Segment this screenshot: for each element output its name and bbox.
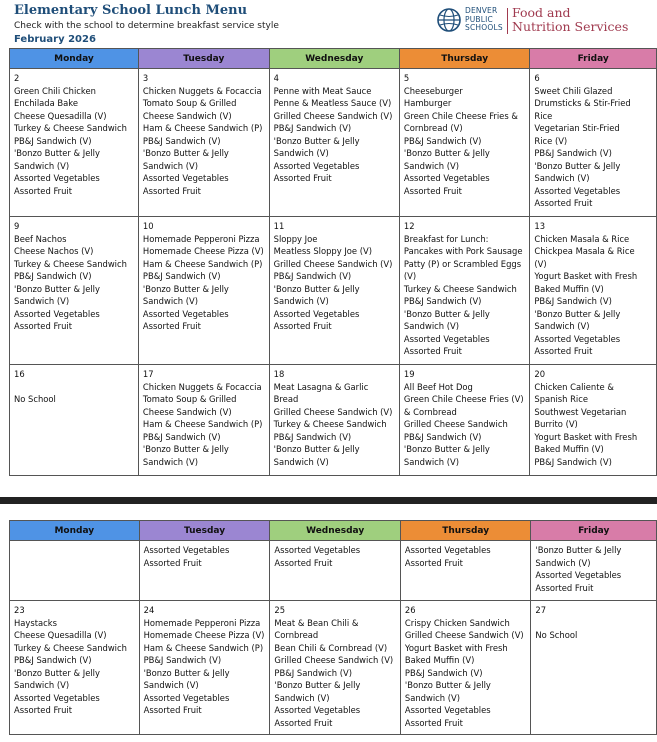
menu-item: PB&J Sandwich (V) (403, 431, 482, 442)
menu-item: Assorted Vegetables (14, 173, 100, 183)
menu-item: (V) (403, 271, 417, 281)
menu-item: Assorted Fruit (14, 321, 73, 331)
week-row (10, 541, 657, 601)
week-row (10, 601, 657, 735)
day-cell-tuesday (138, 365, 269, 476)
calendar-block-2 (9, 520, 657, 735)
menu-item: Crispy Chicken Sandwich (404, 617, 510, 628)
day-cell-monday (10, 365, 139, 476)
menu-item: Cheese Sandwich (V) (142, 406, 232, 417)
menu-item: Sandwich (V) (273, 148, 329, 158)
menu-item: Tomato Soup & Grilled (142, 394, 237, 404)
day-cell-friday (531, 601, 657, 735)
menu-item: Bread (273, 394, 299, 404)
menu-item: No School (535, 629, 578, 640)
menu-item: Penne with Meat Sauce (273, 85, 372, 96)
week-row (10, 217, 657, 365)
menu-item: Assorted Vegetables (403, 333, 490, 344)
menu-item: Sandwich (V) (535, 557, 591, 568)
day-cell-tuesday (138, 217, 269, 365)
menu-item: Sandwich (V) (273, 296, 329, 306)
menu-item: Assorted Fruit (274, 557, 333, 568)
day-cell-tuesday (139, 541, 270, 601)
dps-line-2: PUBLIC (465, 14, 493, 24)
menu-item: Sandwich (V) (404, 692, 461, 703)
day-cell-monday (10, 541, 140, 601)
day-number: 10 (142, 221, 154, 231)
dps-wordmark (465, 7, 503, 33)
menu-item: Assorted Fruit (273, 321, 332, 331)
menu-item: 'Bonzo Butter & Jelly (273, 283, 360, 294)
menu-item: Beef Nachos (14, 233, 67, 244)
header-friday: Friday (531, 521, 657, 541)
menu-item: Assorted Vegetables (534, 333, 621, 344)
menu-item: Assorted Fruit (143, 557, 202, 568)
menu-item: 'Bonzo Butter & Jelly (404, 680, 491, 690)
menu-item: PB&J Sandwich (V) (14, 271, 92, 281)
menu-item: Assorted Vegetables (274, 545, 361, 555)
menu-item: Chickpea Masala & Rice (534, 246, 635, 256)
menu-item: Assorted Vegetables (535, 570, 622, 580)
menu-item: Ham & Cheese Sandwich (P) (142, 419, 263, 429)
day-cell-thursday (400, 601, 531, 735)
month-label: February 2026 (14, 34, 96, 45)
day-number: 18 (273, 369, 285, 379)
menu-item: Green Chile Cheese Fries & (403, 110, 518, 121)
day-cell-wednesday (270, 601, 401, 735)
calendar-block-1 (9, 48, 657, 476)
menu-item: Assorted Fruit (14, 705, 73, 715)
menu-item: 'Bonzo Butter & Jelly (403, 444, 490, 454)
menu-item: Sandwich (V) (534, 173, 590, 183)
menu-item: Assorted Vegetables (273, 160, 360, 171)
menu-item: 'Bonzo Butter & Jelly (535, 545, 622, 555)
header-thursday: Thursday (400, 521, 531, 541)
menu-item: 'Bonzo Butter & Jelly (274, 680, 361, 690)
day-cell-thursday (399, 217, 529, 365)
menu-item: PB&J Sandwich (V) (534, 148, 612, 158)
menu-item: 'Bonzo Butter & Jelly (403, 308, 490, 319)
day-number: 6 (534, 73, 540, 83)
day-number: 11 (273, 221, 285, 231)
menu-item: Sandwich (V) (403, 456, 459, 467)
menu-item: 'Bonzo Butter & Jelly (534, 308, 621, 319)
menu-item: Spanish Rice (534, 394, 589, 404)
day-number: 13 (534, 221, 546, 231)
menu-item: Homemade Cheese Pizza (V) (142, 246, 264, 256)
menu-item: Yogurt Basket with Fresh (534, 431, 638, 442)
menu-item: PB&J Sandwich (V) (403, 296, 482, 306)
menu-item: Sandwich (V) (273, 456, 329, 467)
menu-item: Baked Muffin (V) (404, 655, 475, 665)
logo-divider (507, 8, 508, 34)
menu-item: Vegetarian Stir-Fried (534, 123, 620, 133)
day-number: 3 (142, 73, 149, 83)
menu-item: PB&J Sandwich (V) (273, 431, 352, 442)
menu-item: Assorted Vegetables (534, 185, 621, 196)
menu-item: Assorted Fruit (143, 705, 202, 715)
menu-item: 'Bonzo Butter & Jelly (14, 283, 100, 294)
menu-item: Cheese Quesadilla (V) (14, 630, 107, 640)
menu-item: Grilled Cheese Sandwich (V) (273, 406, 393, 417)
menu-item: Assorted Fruit (404, 557, 463, 568)
menu-item: Sandwich (V) (14, 680, 70, 690)
page-title: Elementary School Lunch Menu (14, 3, 248, 18)
menu-item: PB&J Sandwich (V) (273, 123, 352, 133)
day-number: 5 (403, 73, 410, 83)
menu-item: Sandwich (V) (142, 456, 199, 467)
menu-item: PB&J Sandwich (V) (534, 296, 612, 306)
header-monday: Monday (10, 521, 140, 541)
day-number: 9 (14, 221, 20, 231)
menu-item: Yogurt Basket with Fresh (404, 642, 508, 653)
menu-item: Sandwich (V) (14, 160, 70, 171)
menu-item: Assorted Fruit (274, 717, 333, 728)
menu-item: Sandwich (V) (142, 160, 199, 171)
menu-item: Chicken Caliente & (534, 381, 614, 392)
menu-item: Assorted Vegetables (404, 705, 491, 715)
menu-item: Homemade Pepperoni Pizza (143, 617, 261, 628)
menu-item: Penne & Meatless Sauce (V) (273, 98, 392, 108)
menu-item: Assorted Fruit (14, 185, 73, 196)
page-subtitle: Check with the school to determine breakfast service style (14, 21, 279, 31)
dps-globe-icon (437, 8, 461, 32)
dps-line-1: DENVER (465, 6, 498, 15)
day-number: 20 (534, 369, 546, 379)
day-cell-thursday (399, 69, 529, 217)
menu-item: Assorted Fruit (404, 717, 463, 728)
header-monday: Monday (10, 49, 139, 69)
menu-item: Assorted Vegetables (143, 692, 230, 703)
menu-item: PB&J Sandwich (V) (403, 135, 482, 146)
dps-line-3: SCHOOLS (465, 23, 503, 32)
menu-item: Bean Chili & Cornbread (V) (274, 642, 388, 653)
day-number: 16 (14, 369, 25, 379)
menu-item: Turkey & Cheese Sandwich (403, 283, 517, 294)
menu-item: Hamburger (403, 98, 452, 108)
menu-item: Assorted Vegetables (14, 308, 100, 319)
dps-fns-logo (437, 6, 647, 36)
menu-item: Assorted Fruit (403, 185, 462, 196)
day-number: 12 (403, 221, 415, 231)
menu-item: Meatless Sloppy Joe (V) (273, 246, 373, 256)
fns-line-2: Nutrition Services (512, 19, 629, 34)
menu-item: Haystacks (14, 617, 57, 628)
week-row (10, 69, 657, 217)
menu-item: PB&J Sandwich (V) (142, 431, 221, 442)
menu-item: PB&J Sandwich (V) (142, 271, 221, 281)
menu-item: PB&J Sandwich (V) (274, 667, 352, 678)
menu-item: Assorted Fruit (534, 198, 593, 208)
menu-item: Pancakes with Pork Sausage (403, 246, 523, 256)
menu-item: Baked Muffin (V) (534, 283, 604, 294)
day-cell-wednesday (269, 69, 399, 217)
day-cell-thursday (399, 365, 529, 476)
header-tuesday: Tuesday (138, 49, 269, 69)
day-number: 2 (14, 73, 20, 83)
weekday-header-row (10, 521, 657, 541)
menu-item: PB&J Sandwich (V) (143, 655, 222, 665)
menu-item: Cheese Quesadilla (V) (14, 110, 107, 121)
menu-item: Sweet Chili Glazed (534, 85, 613, 96)
menu-item: 'Bonzo Butter & Jelly (143, 667, 230, 678)
menu-item: Assorted Vegetables (403, 173, 490, 183)
menu-item: PB&J Sandwich (V) (404, 667, 483, 678)
menu-item: Assorted Fruit (403, 346, 462, 356)
menu-item: All Beef Hot Dog (403, 381, 473, 392)
day-cell-monday (10, 69, 139, 217)
menu-item: PB&J Sandwich (V) (14, 655, 92, 665)
day-cell-tuesday (139, 601, 270, 735)
menu-item: Turkey & Cheese Sandwich (14, 642, 127, 653)
weekday-header-row (10, 49, 657, 69)
day-cell-friday (530, 69, 657, 217)
header-wednesday: Wednesday (269, 49, 399, 69)
menu-item: Cheese Nachos (V) (14, 246, 94, 256)
menu-item: 'Bonzo Butter & Jelly (14, 148, 100, 158)
menu-item: Turkey & Cheese Sandwich (14, 258, 127, 269)
menu-item: 'Bonzo Butter & Jelly (142, 444, 229, 454)
menu-item: Sandwich (V) (142, 296, 199, 306)
menu-item: Cheeseburger (403, 85, 463, 96)
day-cell-friday (530, 365, 657, 476)
menu-item: Burrito (V) (534, 419, 578, 429)
day-cell-tuesday (138, 69, 269, 217)
menu-item: Sandwich (V) (403, 321, 459, 331)
menu-item: Ham & Cheese Sandwich (P) (142, 123, 263, 133)
menu-item: Sloppy Joe (273, 233, 318, 244)
menu-item: Assorted Fruit (273, 173, 332, 183)
menu-item: Turkey & Cheese Sandwich (273, 419, 387, 429)
fns-line-1: Food and (512, 5, 571, 20)
menu-item: Assorted Vegetables (14, 692, 100, 703)
menu-item: 'Bonzo Butter & Jelly (273, 444, 360, 454)
menu-item: Yogurt Basket with Fresh (534, 271, 638, 281)
day-number: 23 (14, 605, 25, 615)
day-cell-wednesday (269, 365, 399, 476)
menu-item: Assorted Fruit (142, 321, 201, 331)
menu-item: Grilled Cheese Sandwich (V) (273, 258, 393, 269)
header-tuesday: Tuesday (139, 521, 270, 541)
menu-item: Assorted Vegetables (142, 173, 229, 183)
header-wednesday: Wednesday (270, 521, 401, 541)
day-cell-monday (10, 217, 139, 365)
menu-item: Assorted Vegetables (274, 705, 361, 715)
menu-item: 'Bonzo Butter & Jelly (142, 283, 229, 294)
day-number: 19 (403, 369, 415, 379)
menu-item: Sandwich (V) (534, 321, 590, 331)
day-cell-monday (10, 601, 140, 735)
menu-item: Patty (P) or Scrambled Eggs (403, 258, 522, 269)
menu-item: 'Bonzo Butter & Jelly (273, 135, 360, 146)
menu-item: Turkey & Cheese Sandwich (14, 123, 127, 133)
menu-item: Meat Lasagna & Garlic (273, 381, 369, 392)
menu-item: Assorted Vegetables (143, 545, 230, 555)
menu-item: Cheese Sandwich (V) (142, 110, 232, 121)
day-number: 26 (404, 605, 416, 615)
menu-item: Assorted Vegetables (404, 545, 491, 555)
menu-item: Sandwich (V) (143, 680, 199, 690)
menu-item: 'Bonzo Butter & Jelly (534, 160, 621, 171)
menu-item: Enchilada Bake (14, 98, 78, 108)
menu-item: Assorted Fruit (142, 185, 201, 196)
header-thursday: Thursday (399, 49, 529, 69)
menu-item: Cornbread (274, 630, 319, 640)
day-cell-friday (531, 541, 657, 601)
menu-item: Homemade Pepperoni Pizza (142, 233, 260, 244)
menu-item: & Cornbread (403, 406, 457, 417)
menu-item: No School (14, 393, 56, 404)
day-number: 17 (142, 369, 154, 379)
menu-item: Drumsticks & Stir-Fried (534, 98, 631, 108)
menu-item: Grilled Cheese Sandwich (403, 419, 508, 429)
menu-item: PB&J Sandwich (V) (142, 135, 221, 146)
menu-item: Sandwich (V) (14, 296, 70, 306)
menu-item: Meat & Bean Chili & (274, 617, 359, 628)
menu-item: Ham & Cheese Sandwich (P) (143, 642, 264, 653)
menu-item: Tomato Soup & Grilled (142, 98, 237, 108)
menu-item: Rice (534, 110, 553, 121)
header-friday: Friday (530, 49, 657, 69)
menu-item: Green Chili Chicken (14, 85, 96, 96)
day-cell-thursday (400, 541, 531, 601)
day-cell-wednesday (270, 541, 401, 601)
menu-item: Grilled Cheese Sandwich (V) (404, 630, 524, 640)
day-number: 25 (274, 605, 286, 615)
menu-item: PB&J Sandwich (V) (14, 135, 92, 146)
week-row (10, 365, 657, 476)
menu-item: (V) (534, 258, 547, 269)
menu-item: Assorted Vegetables (142, 308, 229, 319)
menu-item: Chicken Masala & Rice (534, 233, 630, 244)
day-number: 27 (535, 605, 547, 615)
day-number: 4 (273, 73, 279, 83)
menu-item: Homemade Cheese Pizza (V) (143, 630, 265, 640)
menu-item: Southwest Vegetarian (534, 406, 627, 417)
menu-item: Ham & Cheese Sandwich (P) (142, 258, 263, 269)
menu-item: Grilled Cheese Sandwich (V) (274, 655, 394, 665)
menu-item: 'Bonzo Butter & Jelly (142, 148, 229, 158)
fns-wordmark (512, 6, 628, 34)
menu-item: Sandwich (V) (274, 692, 330, 703)
menu-item: 'Bonzo Butter & Jelly (403, 148, 490, 158)
menu-item: Breakfast for Lunch: (403, 233, 489, 244)
menu-item: Chicken Nuggets & Focaccia (142, 85, 262, 96)
menu-item: Assorted Fruit (534, 346, 593, 356)
page-break-bar (0, 497, 657, 504)
menu-item: Green Chile Cheese Fries (V) (403, 394, 524, 404)
menu-item: Baked Muffin (V) (534, 444, 604, 454)
day-number: 24 (143, 605, 155, 615)
menu-item: Cornbread (V) (403, 123, 463, 133)
menu-item: Assorted Vegetables (273, 308, 360, 319)
day-cell-friday (530, 217, 657, 365)
menu-item: 'Bonzo Butter & Jelly (14, 667, 100, 678)
menu-item: Grilled Cheese Sandwich (V) (273, 110, 393, 121)
menu-item: Sandwich (V) (403, 160, 459, 171)
menu-item: Chicken Nuggets & Focaccia (142, 381, 262, 392)
day-cell-wednesday (269, 217, 399, 365)
menu-item: PB&J Sandwich (V) (273, 271, 352, 281)
menu-item: Rice (V) (534, 135, 568, 146)
menu-item: Assorted Fruit (535, 582, 594, 593)
menu-item: PB&J Sandwich (V) (534, 456, 612, 467)
